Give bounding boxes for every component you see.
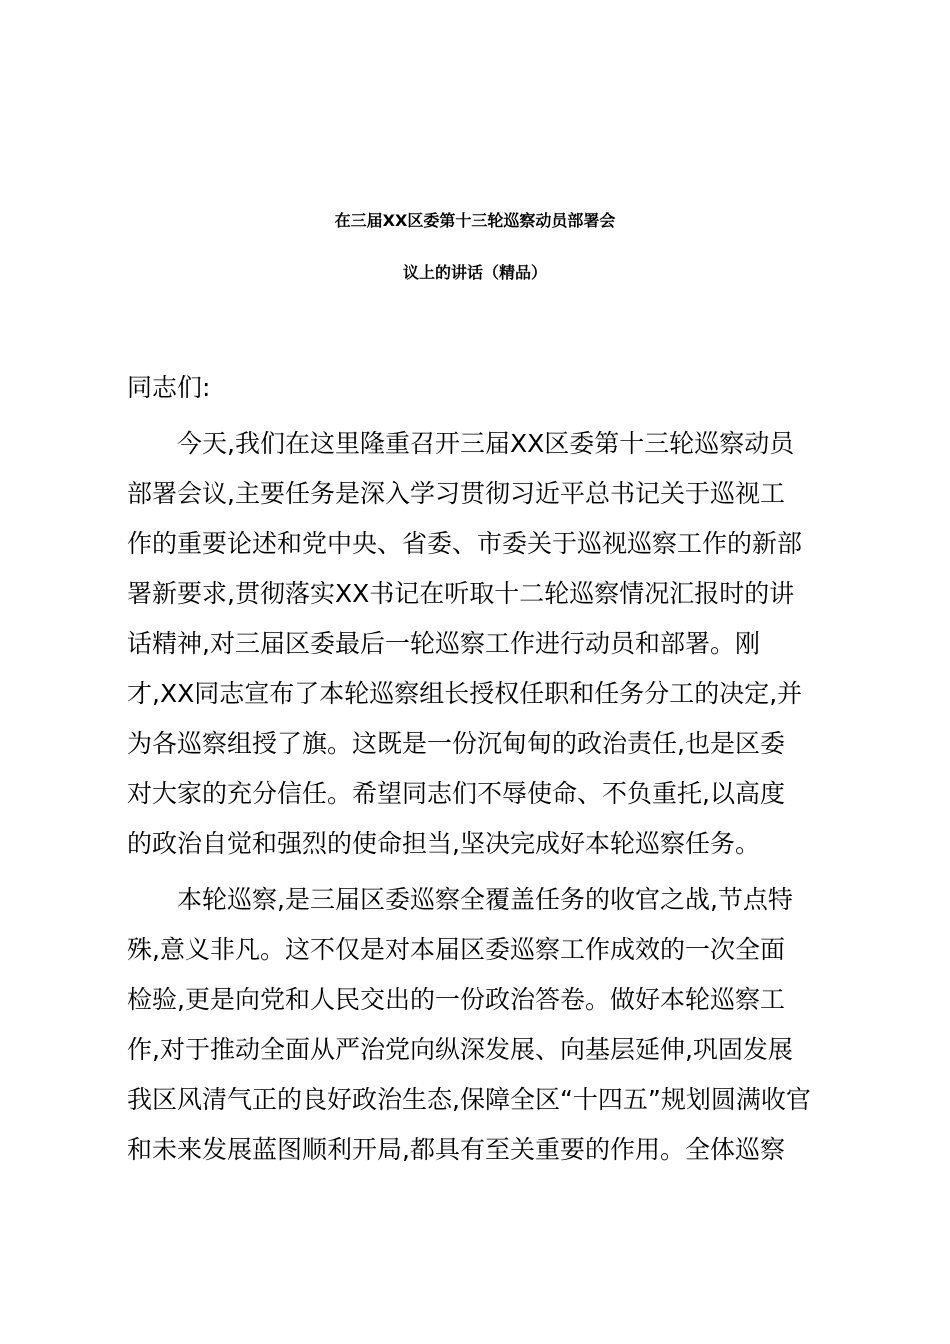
document-title-line-1: 在三届XX区委第十三轮巡察动员部署会 [334,211,616,230]
paragraph-1-line: 对大家的充分信任。希望同志们不辱使命、不负重托,以高度 [127,779,785,808]
paragraph-1-line: 署新要求,贯彻落实XX书记在听取十二轮巡察情况汇报时的讲 [127,579,795,608]
paragraph-2-line: 检验,更是向党和人民交出的一份政治答卷。做好本轮巡察工 [127,985,785,1014]
paragraph-1-line: 为各巡察组授了旗。这既是一份沉甸甸的政治责任,也是区委 [127,729,785,758]
paragraph-1-line: 今天,我们在这里隆重召开三届XX区委第十三轮巡察动员 [177,429,795,458]
paragraph-1-line: 才,XX同志宣布了本轮巡察组长授权任职和任务分工的决定,并 [127,679,803,708]
paragraph-1-line: 的政治自觉和强烈的使命担当,坚决完成好本轮巡察任务。 [127,829,760,858]
paragraph-1-line: 部署会议,主要任务是深入学习贯彻习近平总书记关于巡视工 [127,479,785,508]
salutation: 同志们: [127,373,211,402]
document-title-line-2: 议上的讲话（精品） [402,263,547,282]
paragraph-2-line: 作,对于推动全面从严治党向纵深发展、向基层延伸,巩固发展 [127,1035,793,1064]
paragraph-2-line: 和未来发展蓝图顺利开局,都具有至关重要的作用。全体巡察 [127,1135,785,1164]
paragraph-1-line: 话精神,对三届区委最后一轮巡察工作进行动员和部署。刚 [127,629,760,658]
paragraph-2-line: 殊,意义非凡。这不仅是对本届区委巡察工作成效的一次全面 [127,935,785,964]
paragraph-1-line: 作的重要论述和党中央、省委、市委关于巡视巡察工作的新部 [127,529,803,558]
paragraph-2-line: 我区风清气正的良好政治生态,保障全区“十四五”规划圆满收官 [127,1085,811,1114]
paragraph-2-line: 本轮巡察,是三届区委巡察全覆盖任务的收官之战,节点特 [177,885,793,914]
